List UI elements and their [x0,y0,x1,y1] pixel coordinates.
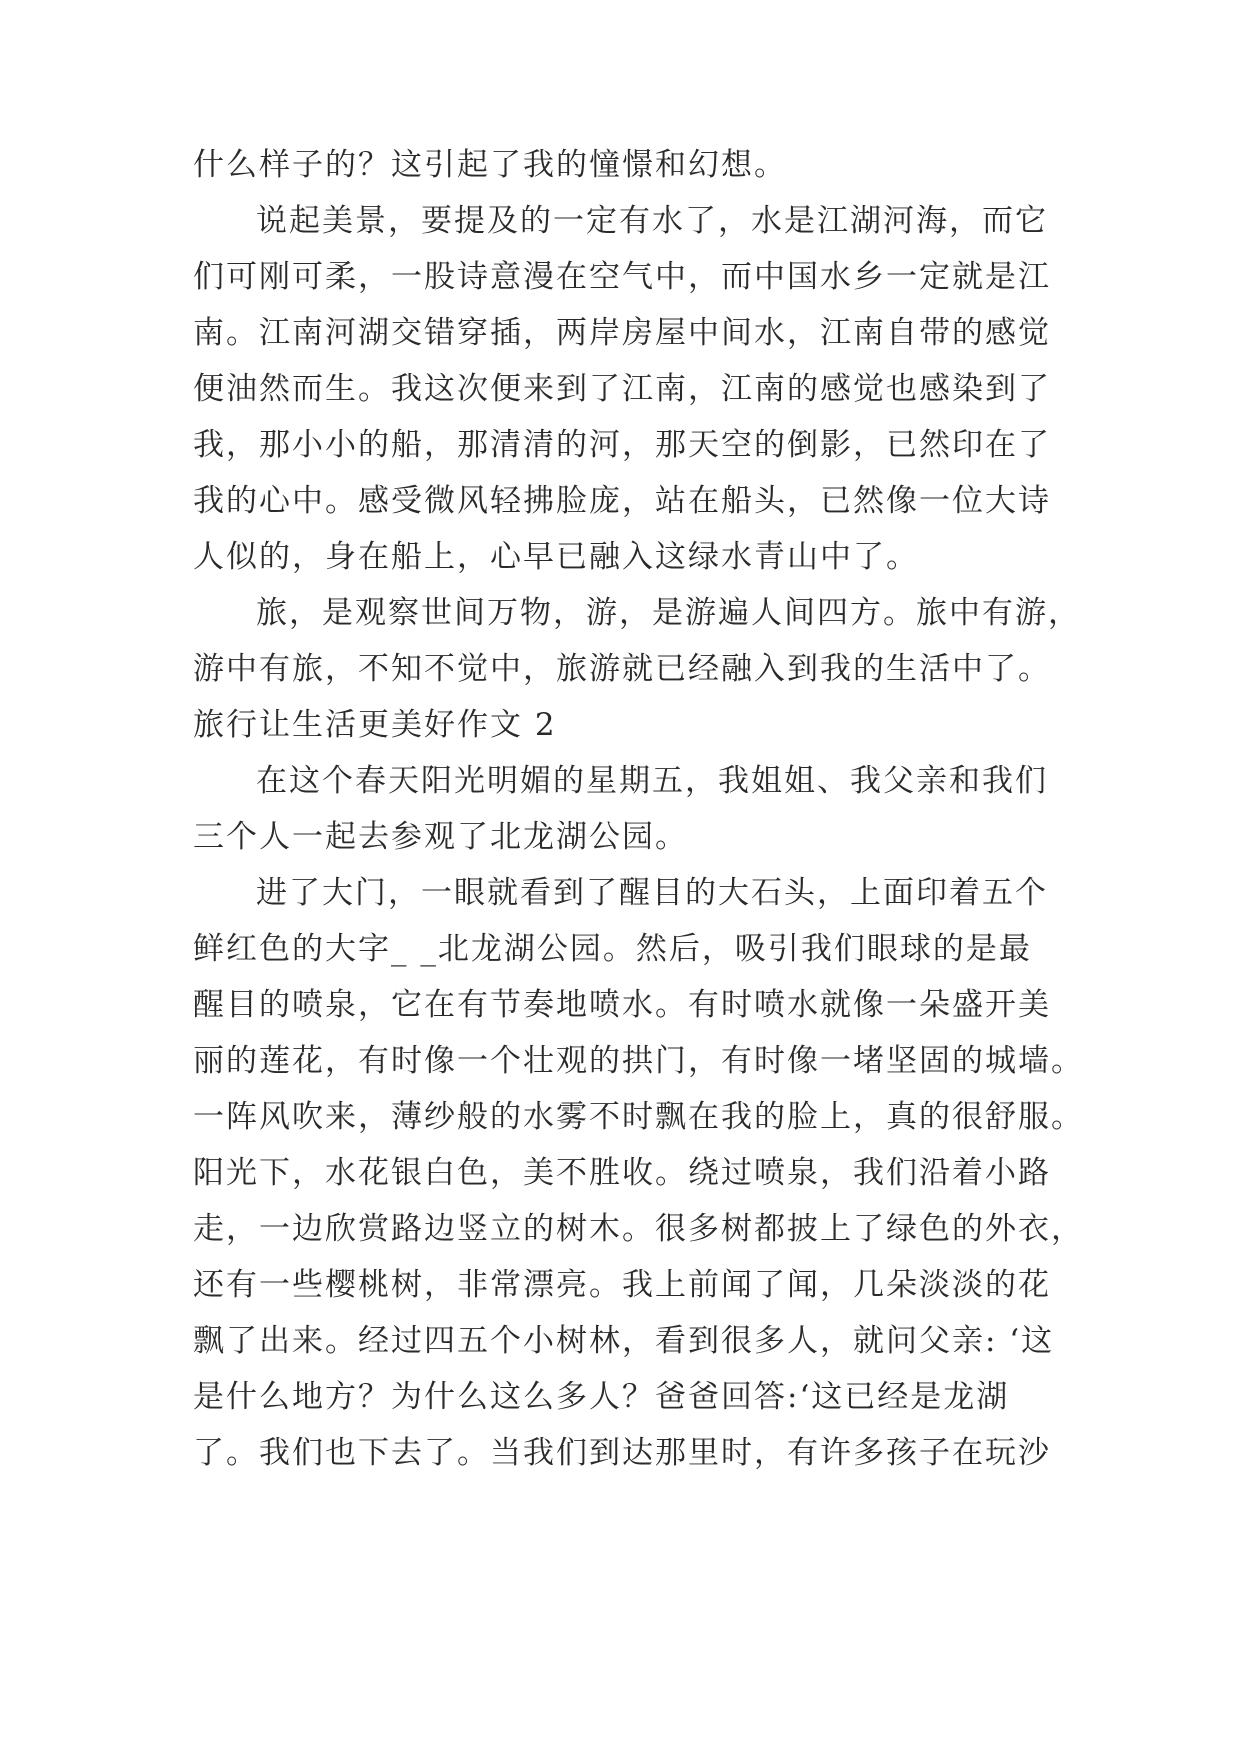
paragraph-line: 人似的，身在船上，心早已融入这绿水青山中了。 [193,539,919,575]
paragraph-line: 游中有旅，不知不觉中，旅游就已经融入到我的生活中了。 [193,651,1051,687]
paragraph-line: 鲜红色的大字_ _北龙湖公园。然后，吸引我们眼球的是最 [193,931,1032,967]
paragraph-line: 阳光下，水花银白色，美不胜收。绕过喷泉，我们沿着小路 [193,1155,1051,1191]
paragraph-line: 是什么地方？为什么这么多人？爸爸回答:‘这已经是龙湖 [193,1379,1010,1415]
paragraph-line: 便油然而生。我这次便来到了江南，江南的感觉也感染到了 [193,371,1051,407]
paragraph-line: 飘了出来。经过四五个小树林，看到很多人，就问父亲: ‘这 [193,1323,1055,1359]
paragraph-line: 说起美景，要提及的一定有水了，水是江湖河海，而它 [256,203,1048,239]
paragraph-line: 旅，是观察世间万物，游，是游遍人间四方。旅中有游， [256,595,1081,631]
paragraph-line: 南。江南河湖交错穿插，两岸房屋中间水，江南自带的感觉 [193,315,1051,351]
paragraph-line: 什么样子的？这引起了我的憧憬和幻想。 [193,147,787,183]
paragraph-line: 三个人一起去参观了北龙湖公园。 [193,819,688,855]
paragraph-line: 们可刚可柔，一股诗意漫在空气中，而中国水乡一定就是江 [193,259,1051,295]
paragraph-line: 丽的莲花，有时像一个壮观的拱门，有时像一堵坚固的城墙。 [193,1043,1084,1079]
paragraph-line: 了。我们也下去了。当我们到达那里时，有许多孩子在玩沙 [193,1435,1051,1471]
section-heading: 旅行让生活更美好作文 2 [193,707,557,743]
paragraph-line: 我，那小小的船，那清清的河，那天空的倒影，已然印在了 [193,427,1051,463]
paragraph-line: 走，一边欣赏路边竖立的树木。很多树都披上了绿色的外衣， [193,1211,1084,1247]
paragraph-line: 在这个春天阳光明媚的星期五，我姐姐、我父亲和我们 [256,763,1048,799]
paragraph-line: 一阵风吹来，薄纱般的水雾不时飘在我的脸上，真的很舒服。 [193,1099,1084,1135]
paragraph-line: 我的心中。感受微风轻拂脸庞，站在船头，已然像一位大诗 [193,483,1051,519]
paragraph-line: 还有一些樱桃树，非常漂亮。我上前闻了闻，几朵淡淡的花 [193,1267,1051,1303]
paragraph-line: 进了大门，一眼就看到了醒目的大石头，上面印着五个 [256,875,1048,911]
paragraph-line: 醒目的喷泉，它在有节奏地喷水。有时喷水就像一朵盛开美 [193,987,1051,1023]
